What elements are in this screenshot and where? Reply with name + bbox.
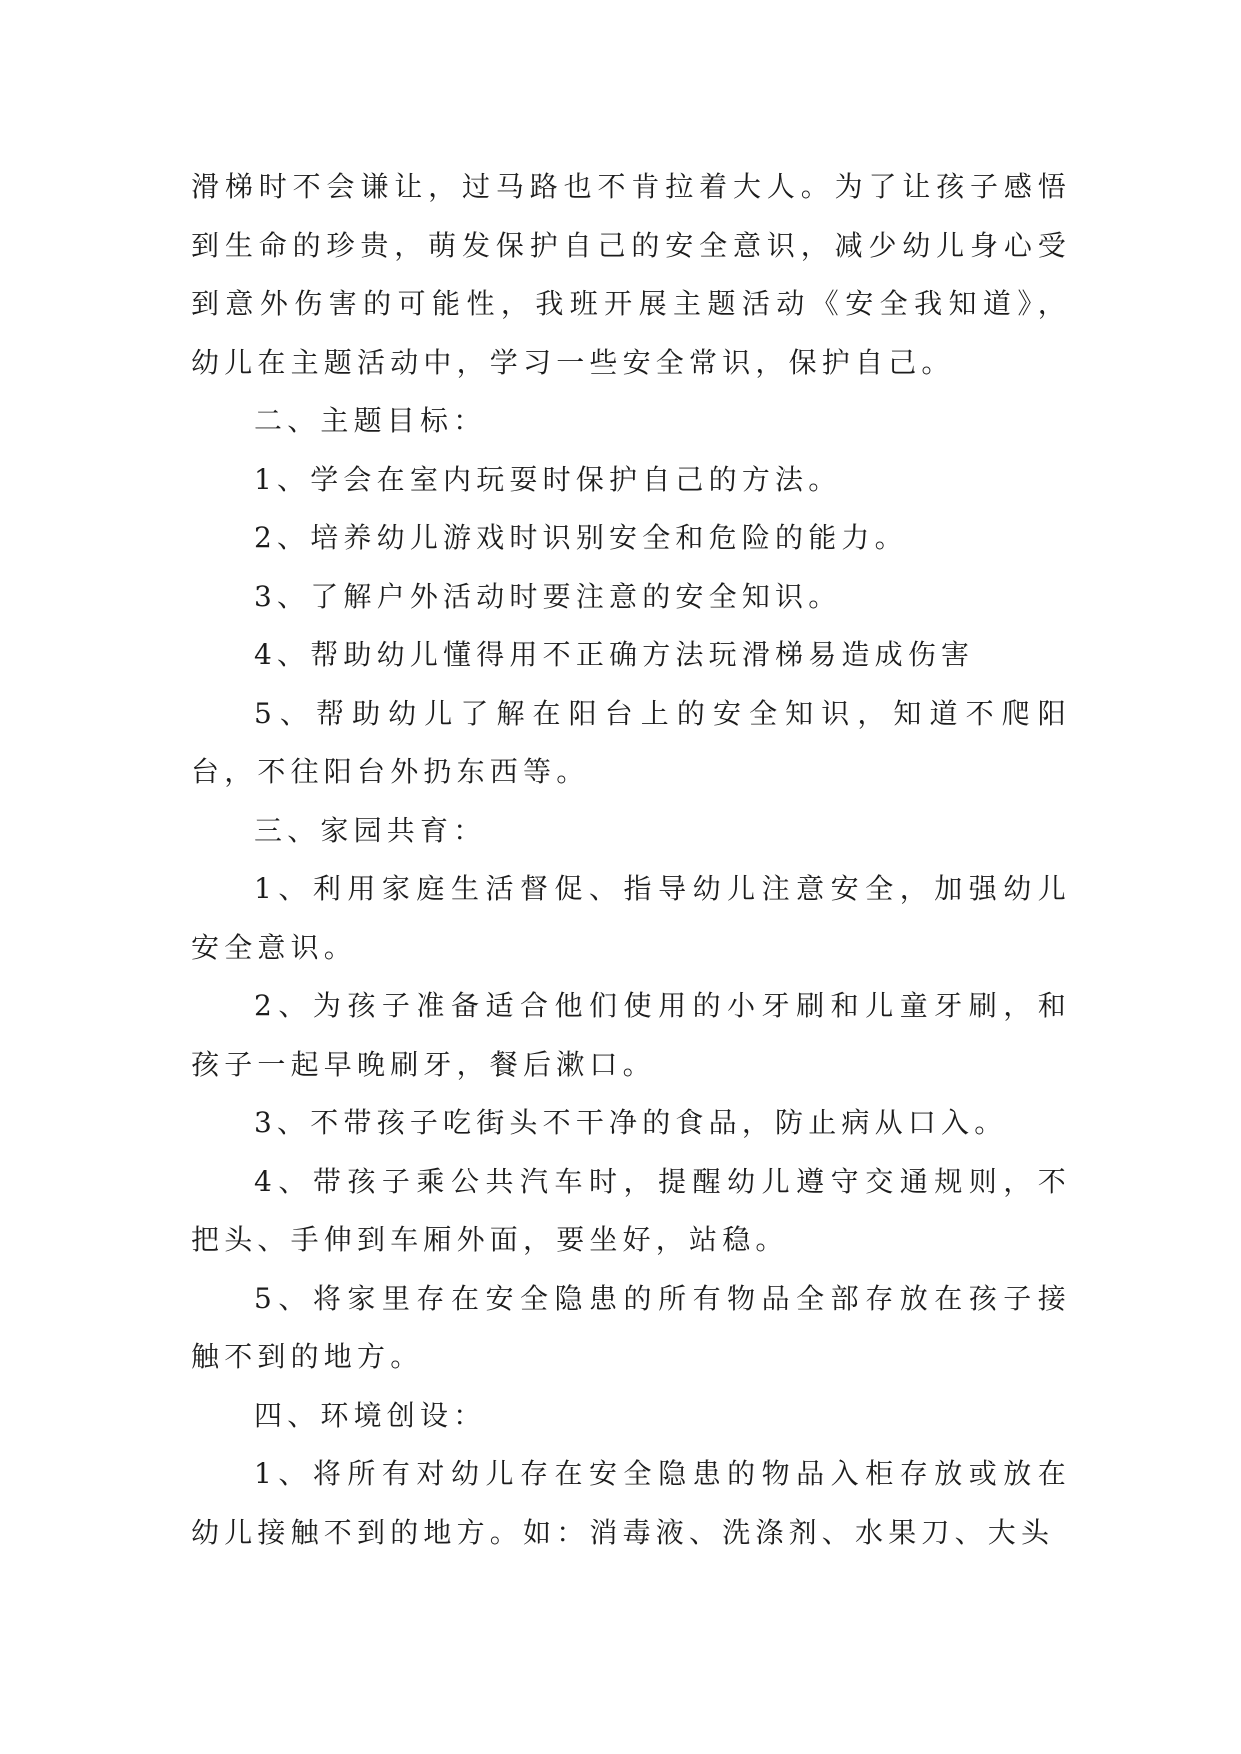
home-school-item-2: 2、为孩子准备适合他们使用的小牙刷和儿童牙刷，和孩子一起早晚刷牙，餐后漱口。 — [191, 989, 1071, 1081]
section-heading-goals: 二、主题目标： — [254, 404, 487, 437]
home-school-item-1: 1、利用家庭生活督促、指导幼儿注意安全，加强幼儿安全意识。 — [191, 872, 1071, 964]
paragraph-intro-continued: 滑梯时不会谦让，过马路也不肯拉着大人。为了让孩子感悟到生命的珍贵，萌发保护自己的安全意识，减少幼儿身心受到意外伤害的可能性，我班开展主题活动《安全我知道》，幼儿在主题活动中，学习一些安全常识，保护自己。 — [191, 170, 1071, 379]
goal-item-3: 3、了解户外活动时要注意的安全知识。 — [254, 579, 842, 613]
goal-item-1: 1、学会在室内玩耍时保护自己的方法。 — [254, 462, 842, 496]
environment-item-1: 1、将所有对幼儿存在安全隐患的物品入柜存放或放在幼儿接触不到的地方。如：消毒液、洗涤剂、水果刀、大头 — [191, 1457, 1071, 1549]
home-school-item-3: 3、不带孩子吃街头不干净的食品，防止病从口入。 — [254, 1106, 1008, 1139]
section-heading-environment: 四、环境创设： — [254, 1398, 487, 1432]
home-school-item-5: 5、将家里存在安全隐患的所有物品全部存放在孩子接触不到的地方。 — [191, 1281, 1071, 1373]
document-page — [191, 158, 1071, 1562]
goal-item-5: 5、帮助幼儿了解在阳台上的安全知识，知道不爬阳台，不往阳台外扔东西等。 — [191, 696, 1071, 788]
goal-item-4: 4、帮助幼儿懂得用不正确方法玩滑梯易造成伤害 — [254, 638, 975, 671]
section-heading-home-school: 三、家园共育： — [254, 813, 487, 847]
goal-item-2: 2、培养幼儿游戏时识别安全和危险的能力。 — [254, 521, 908, 554]
home-school-item-4: 4、带孩子乘公共汽车时，提醒幼儿遵守交通规则，不把头、手伸到车厢外面，要坐好，站稳。 — [191, 1164, 1071, 1256]
